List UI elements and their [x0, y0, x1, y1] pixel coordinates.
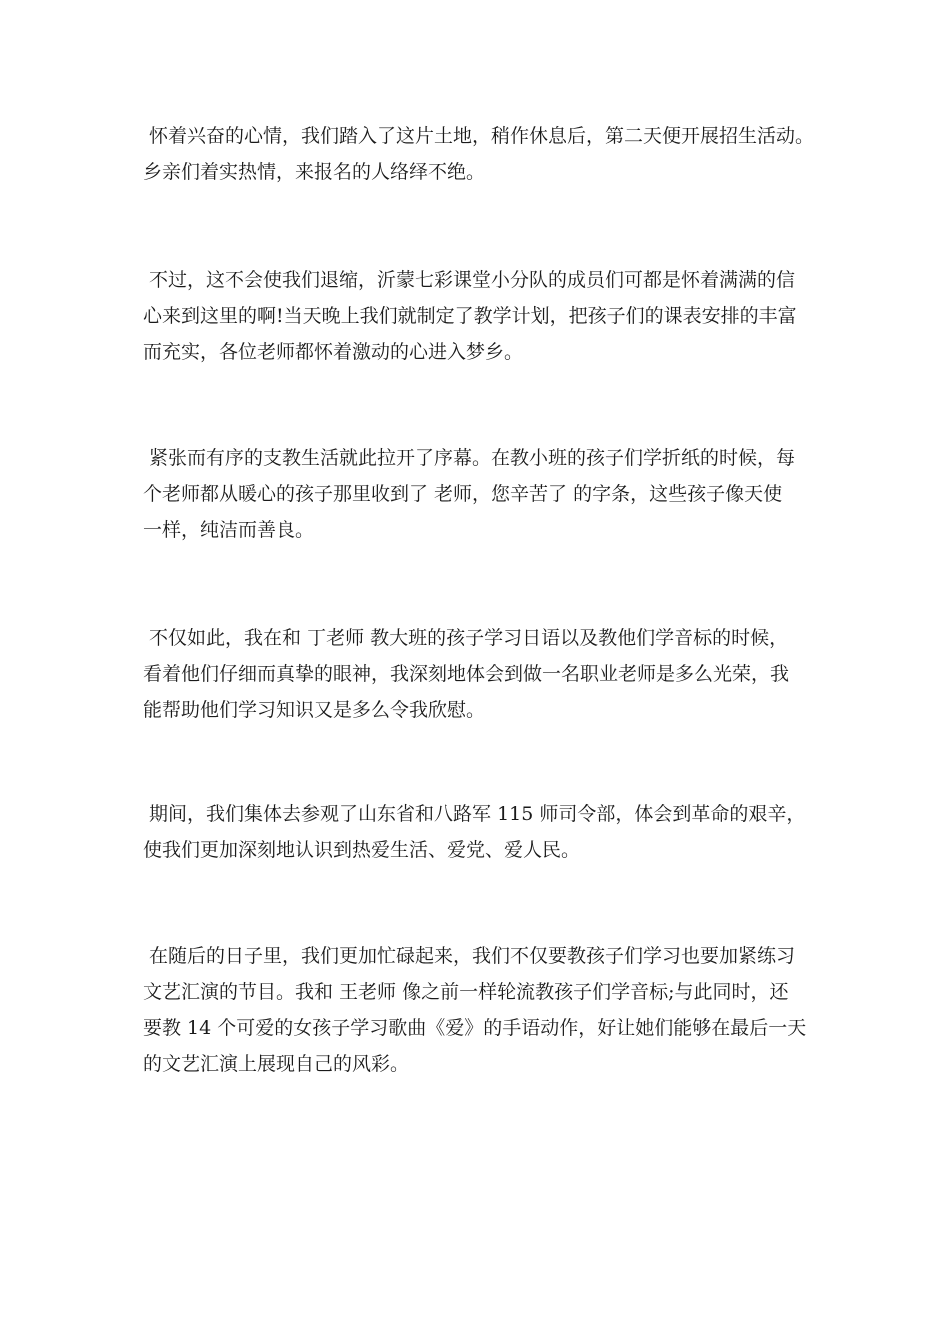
paragraph-line: 不仅如此，我在和 丁老师 教大班的孩子学习日语以及教他们学音标的时候， [143, 627, 789, 649]
paragraph-line: 期间，我们集体去参观了山东省和八路军 115 师司令部，体会到革命的艰辛， [143, 803, 806, 825]
paragraph-line: 怀着兴奋的心情，我们踏入了这片土地，稍作休息后，第二天便开展招生活动。 [143, 125, 815, 147]
paragraph-line: 能帮助他们学习知识又是多么令我欣慰。 [143, 699, 486, 721]
paragraph-origami-class [143, 440, 815, 548]
paragraph-line: 心来到这里的啊!当天晚上我们就制定了教学计划，把孩子们的课表安排的丰富 [143, 305, 797, 327]
paragraph-line: 看着他们仔细而真挚的眼神，我深刻地体会到做一名职业老师是多么光荣，我 [143, 663, 790, 685]
paragraph-enrollment [143, 118, 815, 190]
paragraph-line: 在随后的日子里，我们更加忙碌起来，我们不仅要教孩子们学习也要加紧练习 [143, 945, 796, 967]
paragraph-teaching-plan [143, 262, 815, 370]
paragraph-line: 文艺汇演的节目。我和 王老师 像之前一样轮流教孩子们学音标;与此同时，还 [143, 981, 789, 1003]
paragraph-line: 要教 14 个可爱的女孩子学习歌曲《爱》的手语动作，好让她们能够在最后一天 [143, 1017, 807, 1039]
paragraph-line: 紧张而有序的支教生活就此拉开了序幕。在教小班的孩子们学折纸的时候，每 [143, 447, 796, 469]
paragraph-line: 使我们更加深刻地认识到热爱生活、爱党、爱人民。 [143, 839, 581, 861]
paragraph-performance [143, 938, 815, 1082]
paragraph-line: 而充实，各位老师都怀着激动的心进入梦乡。 [143, 341, 524, 363]
paragraph-line: 个老师都从暖心的孩子那里收到了 老师，您辛苦了 的字条，这些孩子像天使 [143, 483, 783, 505]
paragraph-headquarters-visit [143, 796, 815, 868]
paragraph-line: 不过，这不会使我们退缩，沂蒙七彩课堂小分队的成员们可都是怀着满满的信 [143, 269, 796, 291]
paragraph-line: 的文艺汇演上展现自己的风彩。 [143, 1053, 410, 1075]
paragraph-japanese-class [143, 620, 815, 728]
paragraph-line: 一样，纯洁而善良。 [143, 519, 315, 541]
paragraph-line: 乡亲们着实热情，来报名的人络绎不绝。 [143, 161, 486, 183]
